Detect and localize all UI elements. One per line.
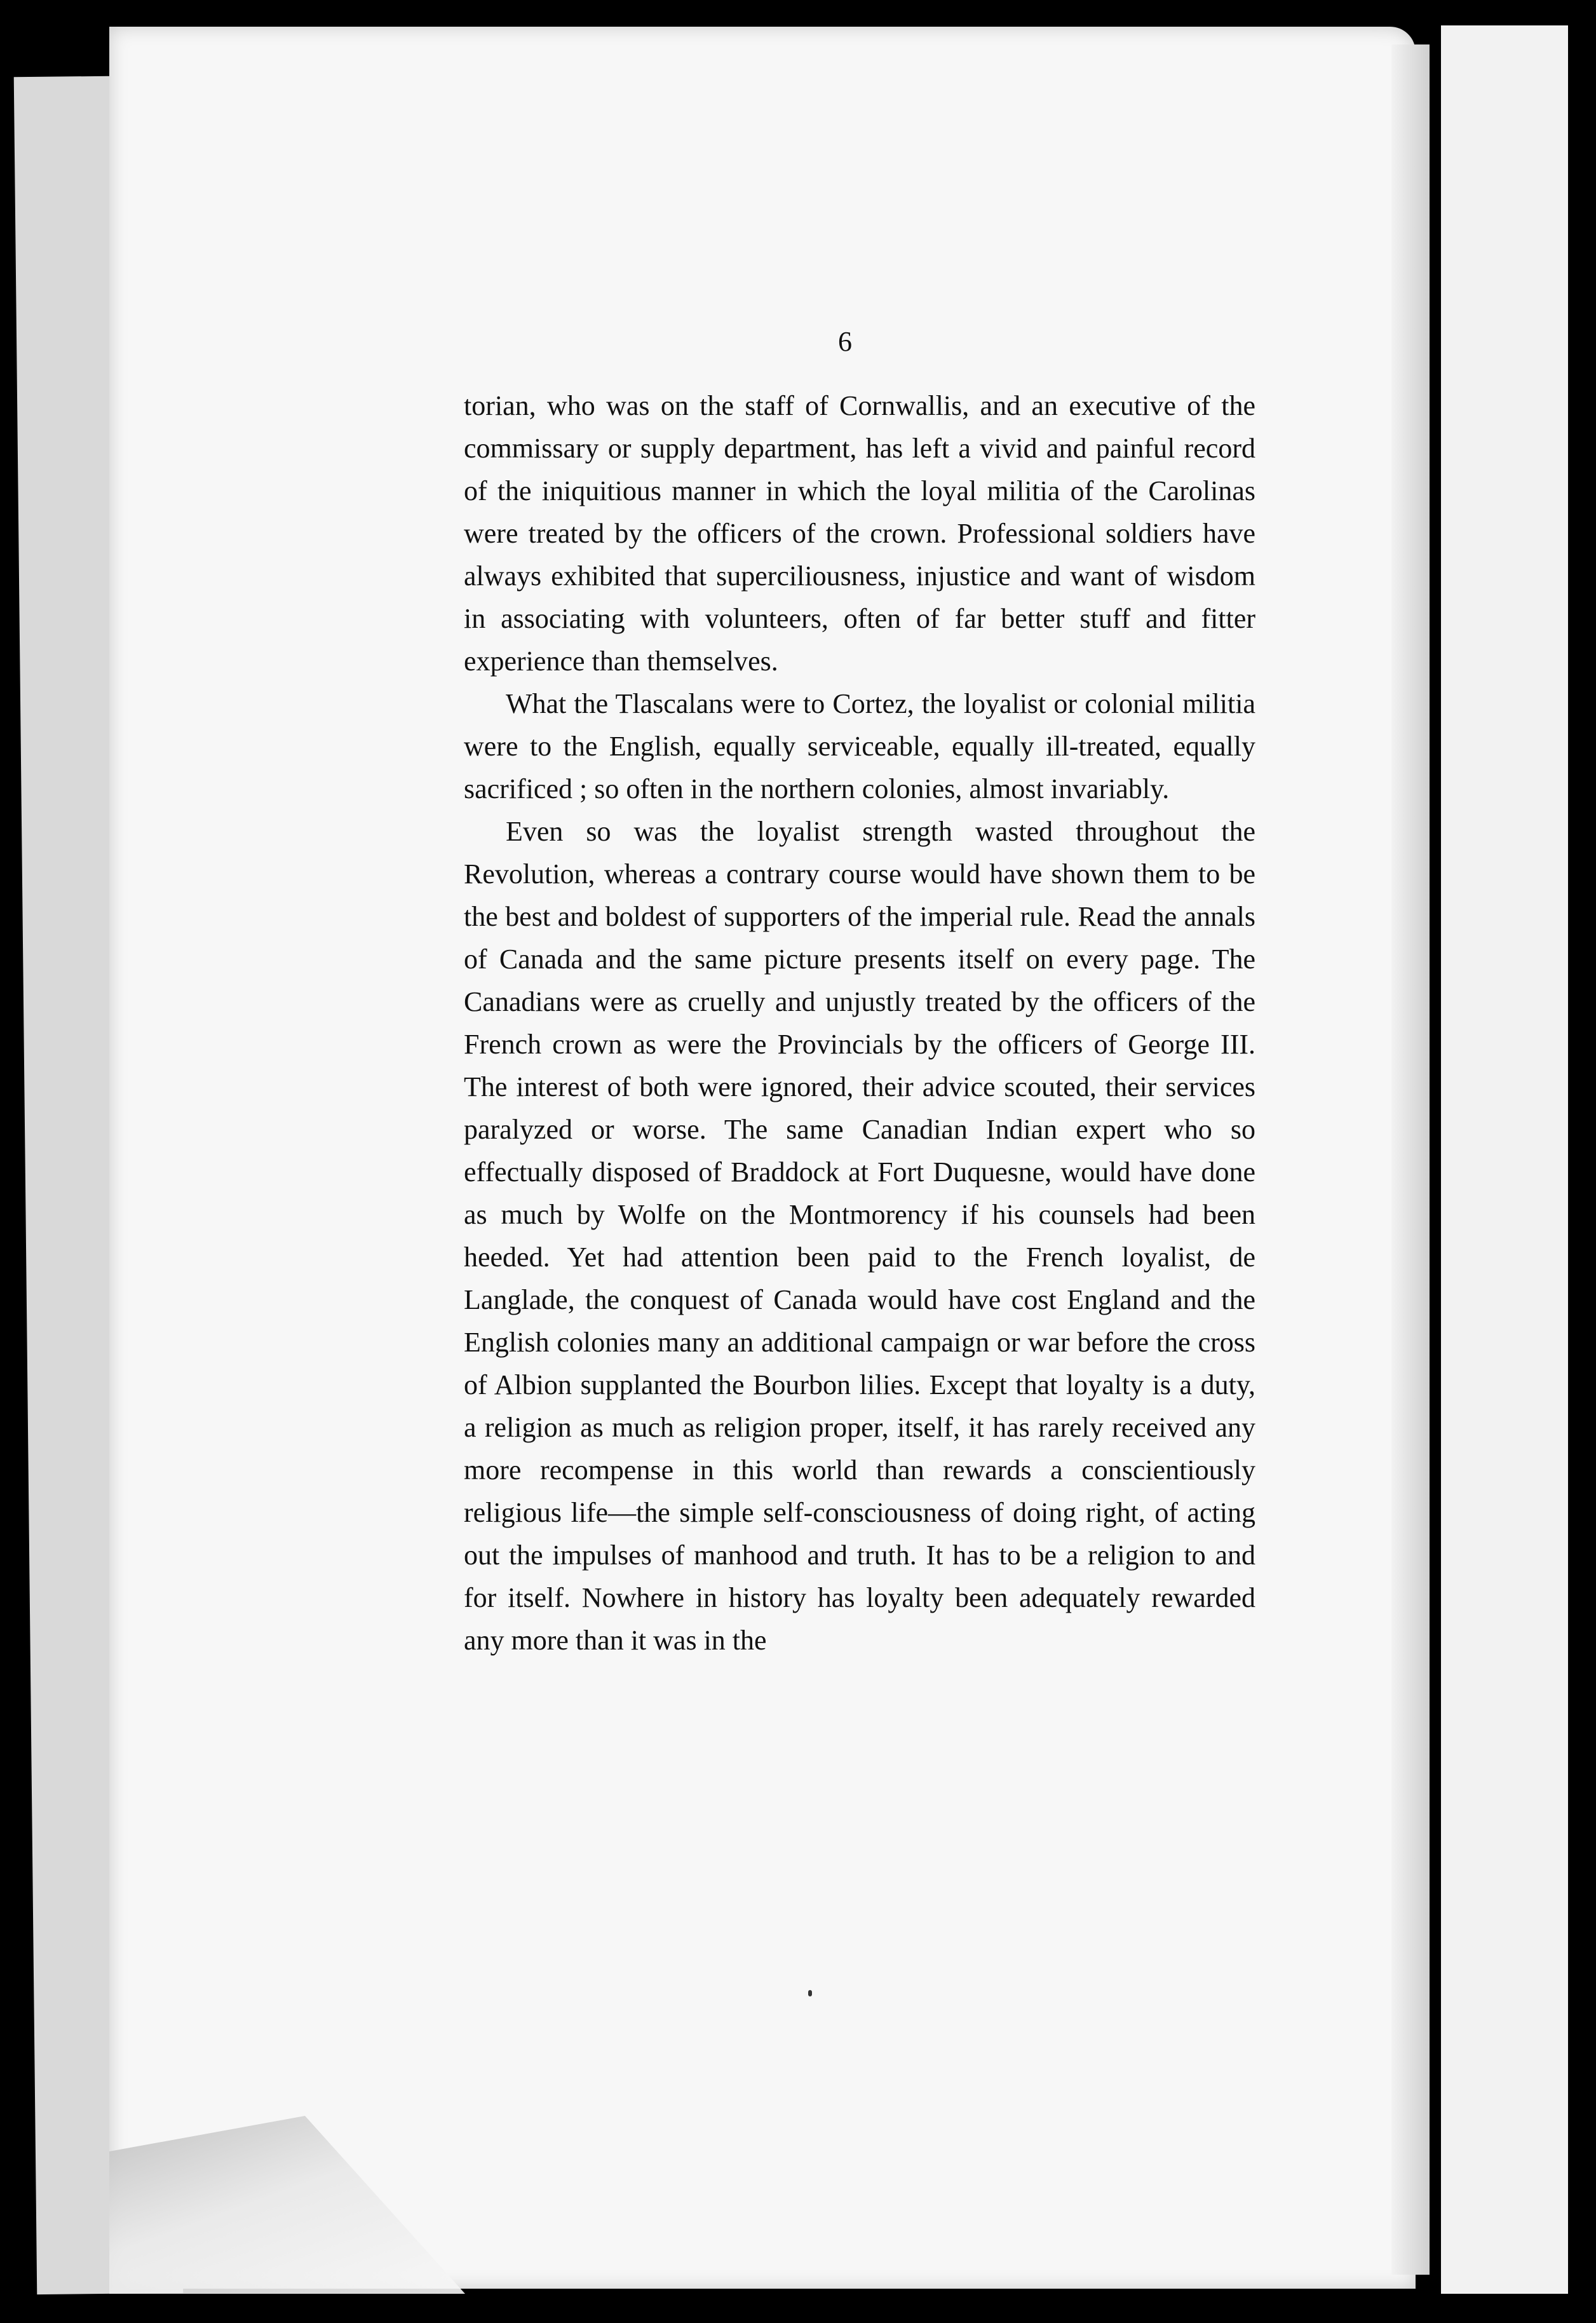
- next-leaf-edge: [1441, 25, 1568, 2294]
- paragraph-2: What the Tlascalans were to Cortez, the loyalist or colonial militia were to the English, equally serviceable, equally ill-treated, equally sacrificed ; so often in the northern colonies, almost invariably.: [464, 688, 1255, 804]
- page-number: 6: [838, 326, 852, 357]
- paragraph-1: torian, who was on the staff of Cornwallis, and an executive of the commissary or supply department, has left a vivid and painful record of the iniquitious manner in which the loyal militia of the Carolinas were treated by the officers of the crown. Professional soldiers have always exhibited that superciliousness, injustice and want of wisdom in associating with volunteers, often of far better stuff and fitter experience than themselves.: [464, 390, 1255, 677]
- page-edge-shadow: [1391, 44, 1430, 2275]
- body-text: [464, 384, 1255, 1662]
- paragraph-3: Even so was the loyalist strength wasted throughout the Revolution, whereas a contrary course would have shown them to be the best and boldest of supporters of the imperial rule. Read the annals of Canada and the same picture presents itself on every page. The Canadians were as cruelly and unjustly treated by the officers of the French crown as were the Provincials by the officers of George III. The interest of both were ignored, their advice scouted, their services paralyzed or worse. The same Canadian Indian expert who so effectually disposed of Braddock at Fort Duquesne, would have done as much by Wolfe on the Montmorency if his counsels had been heeded. Yet had attention been paid to the French loyalist, de Langlade, the conquest of Canada would have cost England and the English colonies many an additional campaign or war before the cross of Albion supplanted the Bourbon lilies. Except that loyalty is a duty, a religion as much as religion proper, itself, it has rarely received any more recompense in this world than rewards a conscientiously religious life—the simple self-consciousness of doing right, of acting out the impulses of manhood and truth. It has to be a religion to and for itself. Nowhere in history has loyalty been adequately rewarded any more than it was in the: [464, 816, 1255, 1656]
- ink-speck: [808, 1990, 812, 1996]
